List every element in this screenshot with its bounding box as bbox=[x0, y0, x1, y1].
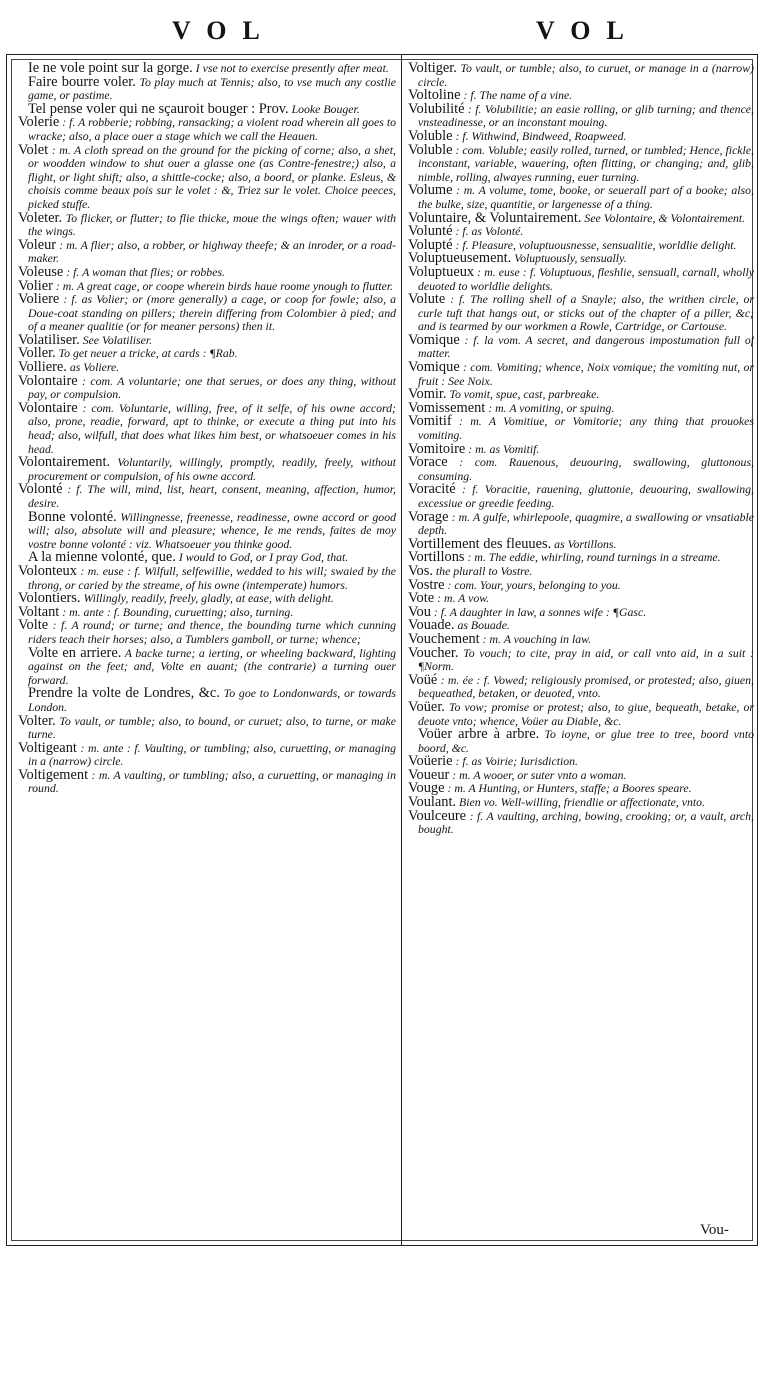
dictionary-entry bbox=[18, 372, 396, 402]
headword: Volliere. bbox=[18, 359, 67, 376]
definition: To vault, or tumble; also, to bound, or curuet; also, to turne, or make turne. bbox=[28, 713, 396, 742]
definition: : m. ante : f. Bounding, curuetting; also, turning. bbox=[59, 604, 294, 619]
headword: Voltigeant bbox=[18, 739, 77, 756]
headword: A la mienne volonté, que. bbox=[28, 549, 176, 566]
dictionary-entry bbox=[18, 73, 396, 103]
headword: Voltoline bbox=[408, 87, 461, 104]
definition: : f. Withwind, Bindweed, Roapweed. bbox=[452, 128, 627, 143]
headword: Vou bbox=[408, 603, 431, 620]
headword: Volet bbox=[18, 141, 49, 158]
headword: Volier bbox=[18, 277, 53, 294]
headword: Voluptueusement. bbox=[408, 250, 512, 267]
definition: : f. as Volonté. bbox=[452, 224, 524, 239]
running-head-left: VOL bbox=[172, 16, 276, 45]
dictionary-entry bbox=[408, 483, 754, 510]
dictionary-entry bbox=[18, 209, 396, 239]
definition: See Volontaire, & Volontairement. bbox=[581, 210, 746, 225]
headword: Voleter. bbox=[18, 209, 63, 226]
headword: Vomique bbox=[408, 359, 460, 376]
dictionary-entry bbox=[408, 361, 754, 388]
dictionary-entry bbox=[408, 644, 754, 674]
definition: : m. euse : f. Wilfull, selfewillie, wedded to his will; swaied by the throng, or caried by the streame, of his owne (intemperate) humors. bbox=[28, 563, 396, 592]
headword: Volte en arriere. bbox=[28, 644, 122, 661]
definition: To ioyne, or glue tree to tree, boord vnto boord, &c. bbox=[418, 727, 754, 755]
definition: : f. as Voirie; Iurisdiction. bbox=[452, 754, 578, 769]
headword: Voüé bbox=[408, 671, 438, 688]
headword: Vouchement bbox=[408, 630, 480, 647]
dictionary-entry bbox=[408, 100, 754, 130]
dictionary-entry bbox=[18, 456, 396, 483]
definition: To vault, or tumble; also, to curuet, or manage in a (narrow) circle. bbox=[418, 62, 754, 89]
dictionary-entry bbox=[18, 592, 396, 606]
headword: Volatiliser. bbox=[18, 331, 80, 348]
definition: Looke Bouger. bbox=[288, 101, 360, 116]
definition: To vomit, spue, cast, parbreake. bbox=[446, 387, 600, 402]
headword: Voulceure bbox=[408, 807, 467, 824]
definition: Voluptuously, sensually. bbox=[511, 251, 627, 266]
definition: as Bouade. bbox=[454, 618, 510, 633]
headword: Vote bbox=[408, 590, 435, 607]
definition: : m. as Vomitif. bbox=[465, 441, 540, 456]
headword: Voluptueux bbox=[408, 263, 475, 280]
dictionary-entry bbox=[18, 619, 396, 646]
definition: : com. A voluntarie; one that serues, or does any thing, without pay, or compulsion. bbox=[28, 373, 396, 402]
headword: Vomissement bbox=[408, 399, 486, 416]
definition: : com. Rauenous, deuouring, swallowing, gluttonous, consuming. bbox=[418, 455, 754, 483]
headword: Vomir. bbox=[408, 386, 447, 403]
dictionary-entry bbox=[408, 698, 754, 728]
dictionary-entry bbox=[408, 456, 754, 483]
running-head-right: VOL bbox=[536, 16, 640, 45]
definition: To get neuer a tricke, at cards : ¶Rab. bbox=[55, 346, 238, 361]
definition: : f. la vom. A secret, and dangerous impostumation full of matter. bbox=[418, 332, 754, 361]
headword: Vos. bbox=[408, 562, 433, 579]
headword: Volute bbox=[408, 291, 446, 308]
catchword: Vou- bbox=[700, 1222, 729, 1238]
definition: : f. The will, mind, list, heart, consent, meaning, affection, humor, desire. bbox=[28, 482, 396, 510]
headword: Vortillement des fleuues. bbox=[408, 535, 552, 552]
dictionary-entry bbox=[408, 141, 754, 185]
definition: Willingly, readily, freely, gladly, at ease, with delight. bbox=[80, 591, 334, 606]
headword: Volunté bbox=[408, 223, 453, 240]
headword: Volter. bbox=[18, 712, 56, 729]
dictionary-entry bbox=[408, 184, 754, 211]
definition: : f. as Volier; or (more generally) a cage, or coop for fowle; also, a Doue-coat standing on pillers; therein differing from Colombier à pied; and of a meaner qualitie (or for meaner persons) then it. bbox=[28, 292, 396, 334]
headword: Voüerie bbox=[408, 753, 453, 770]
definition: : f. A vaulting, arching, bowing, crooking; or, a vault, arch, bought. bbox=[418, 808, 754, 837]
definition: : m. A vomiting, or spuing. bbox=[485, 400, 615, 415]
definition: : m. A cloth spread on the ground for the picking of corne; also, a shet, or woodden window to shut ouer a glasse one (as Contre-fenestre;) also, a flight, or light shift; also, a shittle-cocke; also, a boord, or planke. Esleus, & choisis comme beaux pois sur le volet : &, Triez sur le volet. Choice peeces, picked stuffe. bbox=[28, 142, 396, 211]
definition: : com. Your, yours, belonging to you. bbox=[444, 577, 621, 592]
definition: To vow; promise or protest; also, to giue, bequeath, betake, or deuote vnto; whence, Voüer au Diable, &c. bbox=[418, 699, 754, 728]
definition: : com. Vomiting; whence, Noix vomique; the vomiting nut, or fruit : See Noix. bbox=[418, 360, 754, 388]
headword: Volontaire bbox=[18, 372, 78, 389]
headword: Bonne volonté. bbox=[28, 508, 117, 525]
headword: Voueur bbox=[408, 766, 450, 783]
definition: : m. The eddie, whirling, round turnings in a streame. bbox=[464, 550, 721, 565]
dictionary-entry bbox=[408, 630, 754, 647]
headword: Prendre la volte de Londres, &c. bbox=[28, 685, 220, 702]
dictionary-entry bbox=[408, 592, 754, 606]
headword: Volontairement. bbox=[18, 454, 111, 471]
definition: : f. A woman that flies; or robbes. bbox=[63, 264, 225, 279]
headword: Volontiers. bbox=[18, 590, 81, 607]
column-divider bbox=[401, 54, 402, 1246]
headword: Voliere bbox=[18, 291, 60, 308]
definition: : m. ante : f. Vaulting, or tumbling; also, curuetting, or managing in a (narrow) circle. bbox=[28, 740, 396, 769]
dictionary-entry bbox=[408, 728, 754, 755]
headword: Voracité bbox=[408, 481, 456, 498]
headword: Tel pense voler qui ne sçauroit bouger : Prov. bbox=[28, 100, 289, 117]
left-column bbox=[18, 62, 396, 796]
headword: Ie ne vole point sur la gorge. bbox=[28, 62, 193, 76]
definition: as Voliere. bbox=[66, 360, 120, 375]
definition: : m. A flier; also, a robber, or highway theefe; & an inroder, or a road-maker. bbox=[28, 237, 396, 266]
dictionary-entry bbox=[408, 293, 754, 334]
definition: : f. A round; or turne; and thence, the bounding turne which cunning riders teach their horses; also, a Tumblers gamboll, or turne; whence; bbox=[28, 618, 396, 646]
definition: : m. A wooer, or suter vnto a woman. bbox=[449, 767, 627, 782]
dictionary-entry bbox=[408, 127, 754, 144]
dictionary-entry bbox=[18, 712, 396, 742]
definition: : com. Voluble; easily rolled, turned, or tumbled; Hence, fickle, inconstant, variable, wauering, often flitting, or changing; and, glib, nimble, rolling, alwayes running, euer turning. bbox=[418, 142, 754, 184]
headword: Voüer. bbox=[408, 698, 445, 715]
definition: I vse not to exercise presently after meat. bbox=[192, 62, 389, 75]
headword: Volume bbox=[408, 182, 453, 199]
headword: Voltiger. bbox=[408, 62, 457, 76]
definition: : m. A Hunting, or Hunters, staffe; a Boores speare. bbox=[444, 781, 692, 796]
definition: I would to God, or I pray God, that. bbox=[175, 550, 349, 565]
dictionary-entry bbox=[18, 263, 396, 280]
definition: : f. A robberie; robbing, ransacking; a violent road wherein all goes to wracke; also, a place ouer a stage which we call the Heauen. bbox=[28, 115, 396, 143]
dictionary-entry bbox=[18, 116, 396, 143]
headword: Vouge bbox=[408, 780, 445, 797]
headword: Voucher. bbox=[408, 644, 459, 661]
dictionary-entry bbox=[18, 644, 396, 688]
headword: Vorace bbox=[408, 454, 448, 471]
headword: Voluntaire, & Voluntairement. bbox=[408, 209, 582, 226]
definition: To vouch; to cite, pray in aid, or call vnto aid, in a suit : ¶Norm. bbox=[418, 645, 754, 674]
headword: Vorage bbox=[408, 508, 449, 525]
dictionary-entry bbox=[408, 671, 754, 701]
definition: : f. The name of a vine. bbox=[460, 88, 573, 103]
definition: : m. euse : f. Voluptuous, fleshlie, sensuall, carnall, wholly deuoted to worldlie delights. bbox=[418, 264, 754, 293]
dictionary-entry bbox=[408, 415, 754, 442]
definition: : f. Volubilitie; an easie rolling, or glib turning; and thence, vnsteadinesse, or an inconstant mouing. bbox=[418, 101, 754, 130]
definition: : m. A vouching in law. bbox=[479, 631, 592, 646]
dictionary-entry bbox=[18, 141, 396, 212]
dictionary-entry bbox=[408, 225, 754, 239]
definition: : m. A vaulting, or tumbling; also, a curuetting, or managing in round. bbox=[28, 767, 396, 796]
dictionary-entry bbox=[408, 562, 754, 579]
headword: Voleuse bbox=[18, 263, 64, 280]
headword: Volupté bbox=[408, 236, 453, 253]
headword: Voltigement bbox=[18, 766, 89, 783]
dictionary-entry bbox=[408, 331, 754, 361]
headword: Vostre bbox=[408, 576, 445, 593]
dictionary-entry bbox=[408, 62, 754, 89]
dictionary-entry bbox=[18, 766, 396, 796]
headword: Voluble bbox=[408, 141, 453, 158]
dictionary-entry bbox=[18, 739, 396, 769]
dictionary-entry bbox=[18, 399, 396, 456]
headword: Vouade. bbox=[408, 617, 455, 634]
dictionary-entry bbox=[408, 551, 754, 565]
headword: Vomique bbox=[408, 331, 460, 348]
definition: : f. Voracitie, rauening, gluttonie, deuouring, swallowing, excessiue or greedie feeding. bbox=[418, 482, 754, 510]
definition: A backe turne; a ierting, or wheeling backward, lighting against on the feet; and, Volte en auant; (the contrarie) a turning ouer forward. bbox=[28, 645, 396, 687]
headword: Voller. bbox=[18, 345, 56, 362]
headword: Volontaire bbox=[18, 399, 78, 416]
definition: the plurall to Vostre. bbox=[432, 563, 533, 578]
definition: To flicker, or flutter; to flie thicke, moue the wings often; wauer with the wings. bbox=[28, 210, 396, 239]
definition: : f. The rolling shell of a Snayle; also, the writhen circle, or curle tuft that hangs out, or sticks out of the chapter of a piller, &c; and is tearmed by our workmen a Rowle, Cartridge, or Cartouse. bbox=[418, 292, 754, 334]
definition: : m. A vow. bbox=[434, 591, 490, 606]
headword: Vortillons bbox=[408, 549, 465, 566]
definition: : com. Voluntarie, willing, free, of it selfe, of his owne accord; also, prone, readie, forward, apt to thinke, or execute a thing put into his head; also, wilfull, that does what likes him best, or whatsoeuer comes in his head. bbox=[28, 400, 396, 456]
dictionary-entry bbox=[18, 236, 396, 266]
definition: : m. A Vomitiue, or Vomitorie; any thing that prouokes vomiting. bbox=[418, 414, 754, 443]
headword: Volerie bbox=[18, 114, 60, 131]
definition: Willingnesse, freenesse, readinesse, owne accord or good will; also, absolute will and pleasure; whence, Ie me rends, faites de moy vostre bonne volonté : viz. Whatsoeuer you thinke good. bbox=[28, 509, 396, 551]
headword: Volonté bbox=[18, 481, 63, 498]
definition: To goe to Londonwards, or towards London. bbox=[28, 686, 396, 714]
dictionary-entry bbox=[18, 508, 396, 552]
headword: Voleur bbox=[18, 236, 57, 253]
headword: Volonteux bbox=[18, 562, 77, 579]
definition: : m. A gulfe, whirlepoole, quagmire, a swallowing or vnsatiable depth. bbox=[418, 509, 754, 538]
definition: : f. A daughter in law, a sonnes wife : ¶Gasc. bbox=[430, 604, 647, 619]
headword: Voüer arbre à arbre. bbox=[418, 726, 540, 743]
definition: : f. Pleasure, voluptuousnesse, sensualitie, worldlie delight. bbox=[452, 237, 737, 252]
dictionary-entry bbox=[18, 562, 396, 592]
headword: Volte bbox=[18, 617, 49, 634]
definition: Voluntarily, willingly, promptly, readily, freely, without procurement or compulsion, of his owne accord. bbox=[28, 455, 396, 483]
definition: : m. A volume, tome, booke, or seuerall part of a booke; also, the bulke, size, quantitie, or largenesse of a thing. bbox=[418, 183, 754, 211]
definition: See Volatiliser. bbox=[79, 332, 153, 347]
headword: Vomitoire bbox=[408, 440, 466, 457]
dictionary-entry bbox=[408, 755, 754, 769]
dictionary-entry bbox=[18, 293, 396, 334]
dictionary-entry bbox=[408, 508, 754, 538]
headword: Volubilité bbox=[408, 100, 465, 117]
headword: Faire bourre voler. bbox=[28, 73, 136, 90]
definition: as Vortillons. bbox=[551, 536, 617, 551]
headword: Vomitif bbox=[408, 413, 452, 430]
dictionary-entry bbox=[18, 687, 396, 714]
headword: Voulant. bbox=[408, 794, 457, 811]
definition: Bien vo. Well-willing, friendlie or affectionate, vnto. bbox=[456, 795, 706, 810]
definition: To play much at Tennis; also, to vse much any costlie game, or pastime. bbox=[28, 74, 396, 103]
dictionary-entry bbox=[408, 807, 754, 837]
definition: : m. ée : f. Vowed; religiously promised, or protested; also, giuen, bequeathed, betaken, or deuoted, vnto. bbox=[418, 672, 754, 701]
definition: : m. A great cage, or coope wherein birds haue roome ynough to flutter. bbox=[52, 278, 394, 293]
dictionary-entry bbox=[408, 263, 754, 293]
dictionary-entry bbox=[18, 483, 396, 510]
right-column bbox=[408, 62, 754, 837]
headword: Voluble bbox=[408, 127, 453, 144]
headword: Voltant bbox=[18, 603, 60, 620]
